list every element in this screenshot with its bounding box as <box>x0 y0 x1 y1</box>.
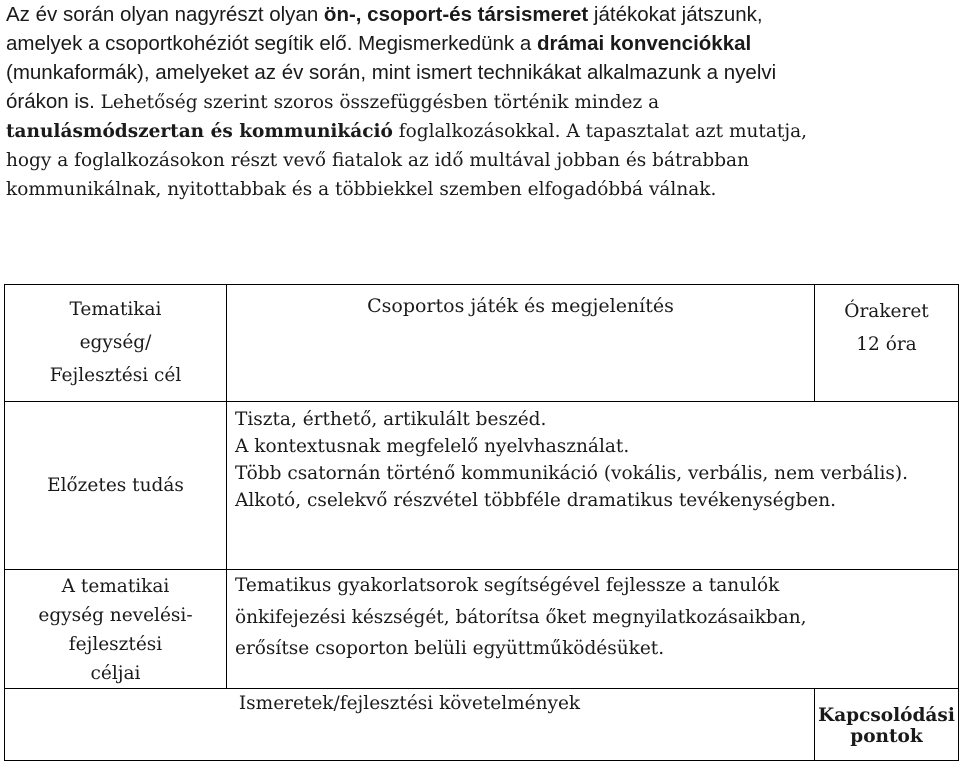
intro-text: órákon is. <box>6 90 101 113</box>
unit-label-line: Fejlesztési cél <box>49 365 182 386</box>
footer-row <box>5 689 959 761</box>
prior-knowledge-item: Több csatornán történő kommunikáció (vokális, verbális, nem verbális). <box>235 463 908 484</box>
goals-label-line: A tematikai <box>61 576 170 597</box>
unit-label-cell <box>5 285 227 402</box>
hours-cell <box>815 285 959 402</box>
intro-line-3: (munkaformák), amelyeket az év során, mint ismert technikákat alkalmazunk a nyelvi <box>6 61 777 84</box>
intro-bold-text: ön-, csoport-és társismeret <box>323 3 589 26</box>
intro-line-5 <box>6 117 951 146</box>
goals-label-line: egység nevelési- <box>38 605 193 626</box>
intro-text: játékokat játszunk, <box>588 3 763 26</box>
requirements-header: Ismeretek/fejlesztési követelmények <box>238 693 581 714</box>
intro-text: amelyek a csoportkohéziót segítik elő. Megismerkedünk a <box>6 32 537 55</box>
unit-title-cell <box>227 285 815 402</box>
intro-bold-text: drámai konvenciókkal <box>536 32 752 55</box>
goals-label-line: fejlesztési <box>68 634 163 655</box>
intro-line-2 <box>6 29 951 58</box>
intro-serif-text: Lehetőség szerint szoros összefüggésben történik mindez a <box>100 92 660 113</box>
prior-knowledge-label-cell <box>5 402 227 570</box>
intro-text: foglalkozásokkal. <box>392 121 567 142</box>
hours-value: 12 óra <box>856 334 917 355</box>
goals-label-line: céljai <box>90 663 141 684</box>
connections-header-cell <box>815 689 959 761</box>
prior-knowledge-item: Tiszta, érthető, artikulált beszéd. <box>235 409 547 430</box>
intro-text: A tapasztalat azt mutatja, <box>566 121 807 142</box>
intro-paragraph <box>6 0 951 204</box>
intro-line-6: hogy a foglalkozásokon részt vevő fiatalok az idő multával jobban és bátrabban <box>6 150 749 171</box>
goals-label-cell <box>5 570 227 689</box>
hours-label: Órakeret <box>844 301 929 322</box>
intro-line-1 <box>6 0 951 29</box>
header-row <box>5 285 959 402</box>
prior-knowledge-item: Alkotó, cselekvő részvétel többféle dramatikus tevékenységben. <box>235 490 837 511</box>
goals-row <box>5 570 959 689</box>
intro-text: Az év során olyan nagyrészt olyan <box>6 3 324 26</box>
requirements-header-cell <box>5 689 815 761</box>
unit-label-line: Tematikai <box>69 299 162 320</box>
unit-label-line: egység/ <box>79 332 152 353</box>
intro-line-7: kommunikálnak, nyitottabbak és a többiekkel szemben elfogadóbbá válnak. <box>6 179 717 200</box>
prior-knowledge-item: A kontextusnak megfelelő nyelvhasználat. <box>235 436 630 457</box>
intro-bold-text: tanulásmódszertan és kommunikáció <box>6 121 393 142</box>
curriculum-table <box>4 284 959 761</box>
connections-header: Kapcsolódási pontok <box>818 705 955 747</box>
prior-knowledge-content <box>227 402 959 570</box>
prior-knowledge-label: Előzetes tudás <box>47 475 184 496</box>
goals-text: Tematikus gyakorlatsorok segítségével fejlessze a tanulók önkifejezési készségét, bátorítsa őket megnyilatkozásaikban, erősítse csoporton belüli együttműködésüket. <box>235 575 807 659</box>
goals-content <box>227 570 959 689</box>
unit-title: Csoportos játék és megjelenítés <box>367 295 674 317</box>
prior-knowledge-row <box>5 402 959 570</box>
intro-line-4 <box>6 87 951 117</box>
